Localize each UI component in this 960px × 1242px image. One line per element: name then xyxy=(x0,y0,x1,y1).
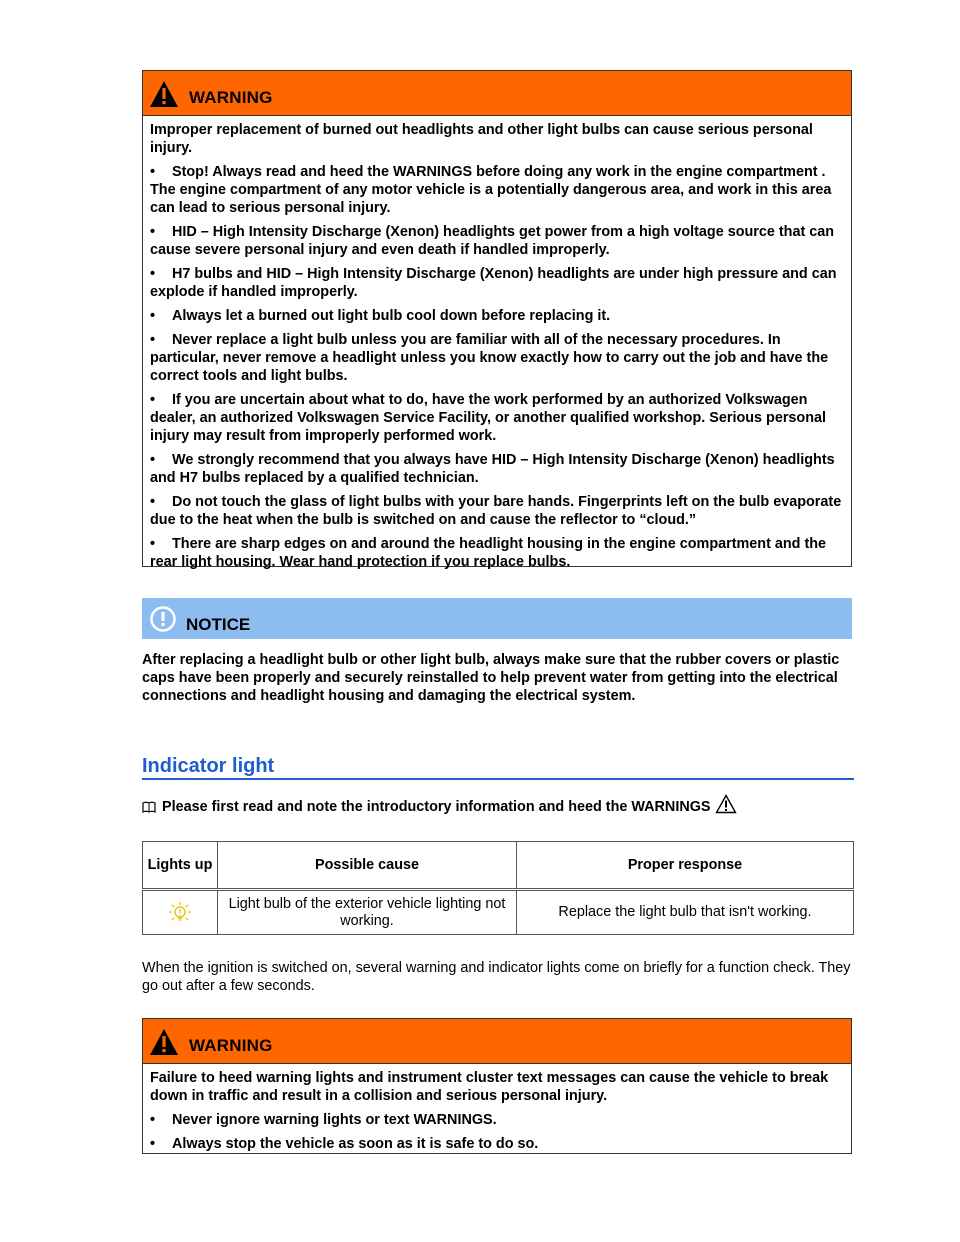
warning-label: WARNING xyxy=(189,88,273,107)
exclamation-circle-icon xyxy=(150,606,176,632)
warning-label: WARNING xyxy=(189,1036,273,1055)
intro-text: Please first read and note the introductory information and heed the WARNINGS xyxy=(162,799,711,815)
warning-body-1 xyxy=(143,116,851,585)
list-item: • Never replace a light bulb unless you are familiar with all of the necessary procedures. In particular, never remove a headlight unless you know exactly how to carry out the job and have the correct tools and light bulbs. xyxy=(150,332,829,384)
table-cell-cause: Light bulb of the exterior vehicle lighting not working. xyxy=(218,890,517,935)
table-cell-icon xyxy=(143,890,218,935)
intro-line xyxy=(142,799,737,815)
table-row xyxy=(143,890,854,935)
notice-header xyxy=(142,598,852,639)
warning-triangle-icon[interactable] xyxy=(715,794,737,814)
body-paragraph: When the ignition is switched on, several warning and indicator lights come on briefly for a function check. They go out after a few seconds. xyxy=(142,960,851,994)
list-item: • Never ignore warning lights or text WARNINGS. xyxy=(150,1112,497,1128)
list-item: • There are sharp edges on and around the headlight housing in the engine compartment and the rear light housing. Wear hand protection if you replace bulbs. xyxy=(150,536,827,570)
warning-header-1 xyxy=(143,71,851,116)
warning-box-1 xyxy=(142,70,852,570)
warning-body-2 xyxy=(143,1064,851,1167)
notice-text: After replacing a headlight bulb or other light bulb, always make sure that the rubber covers or plastic caps have been properly and securely reinstalled to help prevent water from getting into the electrical connections and headlight housing and damaging the electrical system. xyxy=(142,652,840,704)
warning-triangle-icon xyxy=(149,1028,179,1056)
indicator-table xyxy=(142,841,854,935)
notice-label: NOTICE xyxy=(186,615,251,634)
book-icon xyxy=(142,801,156,813)
list-item: • Always stop the vehicle as soon as it is safe to do so. xyxy=(150,1136,539,1152)
warning-intro: Improper replacement of burned out headlights and other light bulbs can cause serious personal injury. xyxy=(150,122,813,156)
list-item: • Do not touch the glass of light bulbs with your bare hands. Fingerprints left on the bulb evaporate due to the heat when the bulb is switched on and cause the reflector to “cloud.” xyxy=(150,494,842,528)
warning-header-2 xyxy=(143,1019,851,1064)
list-item: • If you are uncertain about what to do, have the work performed by an authorized Volkswagen dealer, an authorized Volkswagen Service Facility, or another qualified workshop. Serious personal injury may result from improperly performed work. xyxy=(150,392,827,444)
table-cell-response: Replace the light bulb that isn't working. xyxy=(517,890,854,935)
list-item: • Always let a burned out light bulb cool down before replacing it. xyxy=(150,308,611,324)
column-header: Possible cause xyxy=(218,842,517,890)
column-header: Lights up xyxy=(143,842,218,890)
table-header-row xyxy=(143,842,854,890)
warning-triangle-icon xyxy=(149,80,179,108)
section-title: Indicator light xyxy=(142,755,275,777)
list-item: • H7 bulbs and HID – High Intensity Discharge (Xenon) headlights are under high pressure and can explode if handled improperly. xyxy=(150,266,837,300)
list-item: • Stop! Always read and heed the WARNINGS before doing any work in the engine compartment . The engine compartment of any motor vehicle is a potentially dangerous area, and work in this area can lead to serious personal injury. xyxy=(150,164,832,216)
list-item: • We strongly recommend that you always have HID – High Intensity Discharge (Xenon) headlights and H7 bulbs replaced by a qualified technician. xyxy=(150,452,835,486)
bulb-warning-icon xyxy=(167,900,193,926)
warning-box-2 xyxy=(142,1018,852,1154)
warning-intro: Failure to heed warning lights and instrument cluster text messages can cause the vehicle to break down in traffic and result in a collision and serious personal injury. xyxy=(150,1070,829,1104)
column-header: Proper response xyxy=(517,842,854,890)
section-divider xyxy=(142,778,854,780)
list-item: • HID – High Intensity Discharge (Xenon) headlights get power from a high voltage source that can cause severe personal injury and even death if handled improperly. xyxy=(150,224,835,258)
